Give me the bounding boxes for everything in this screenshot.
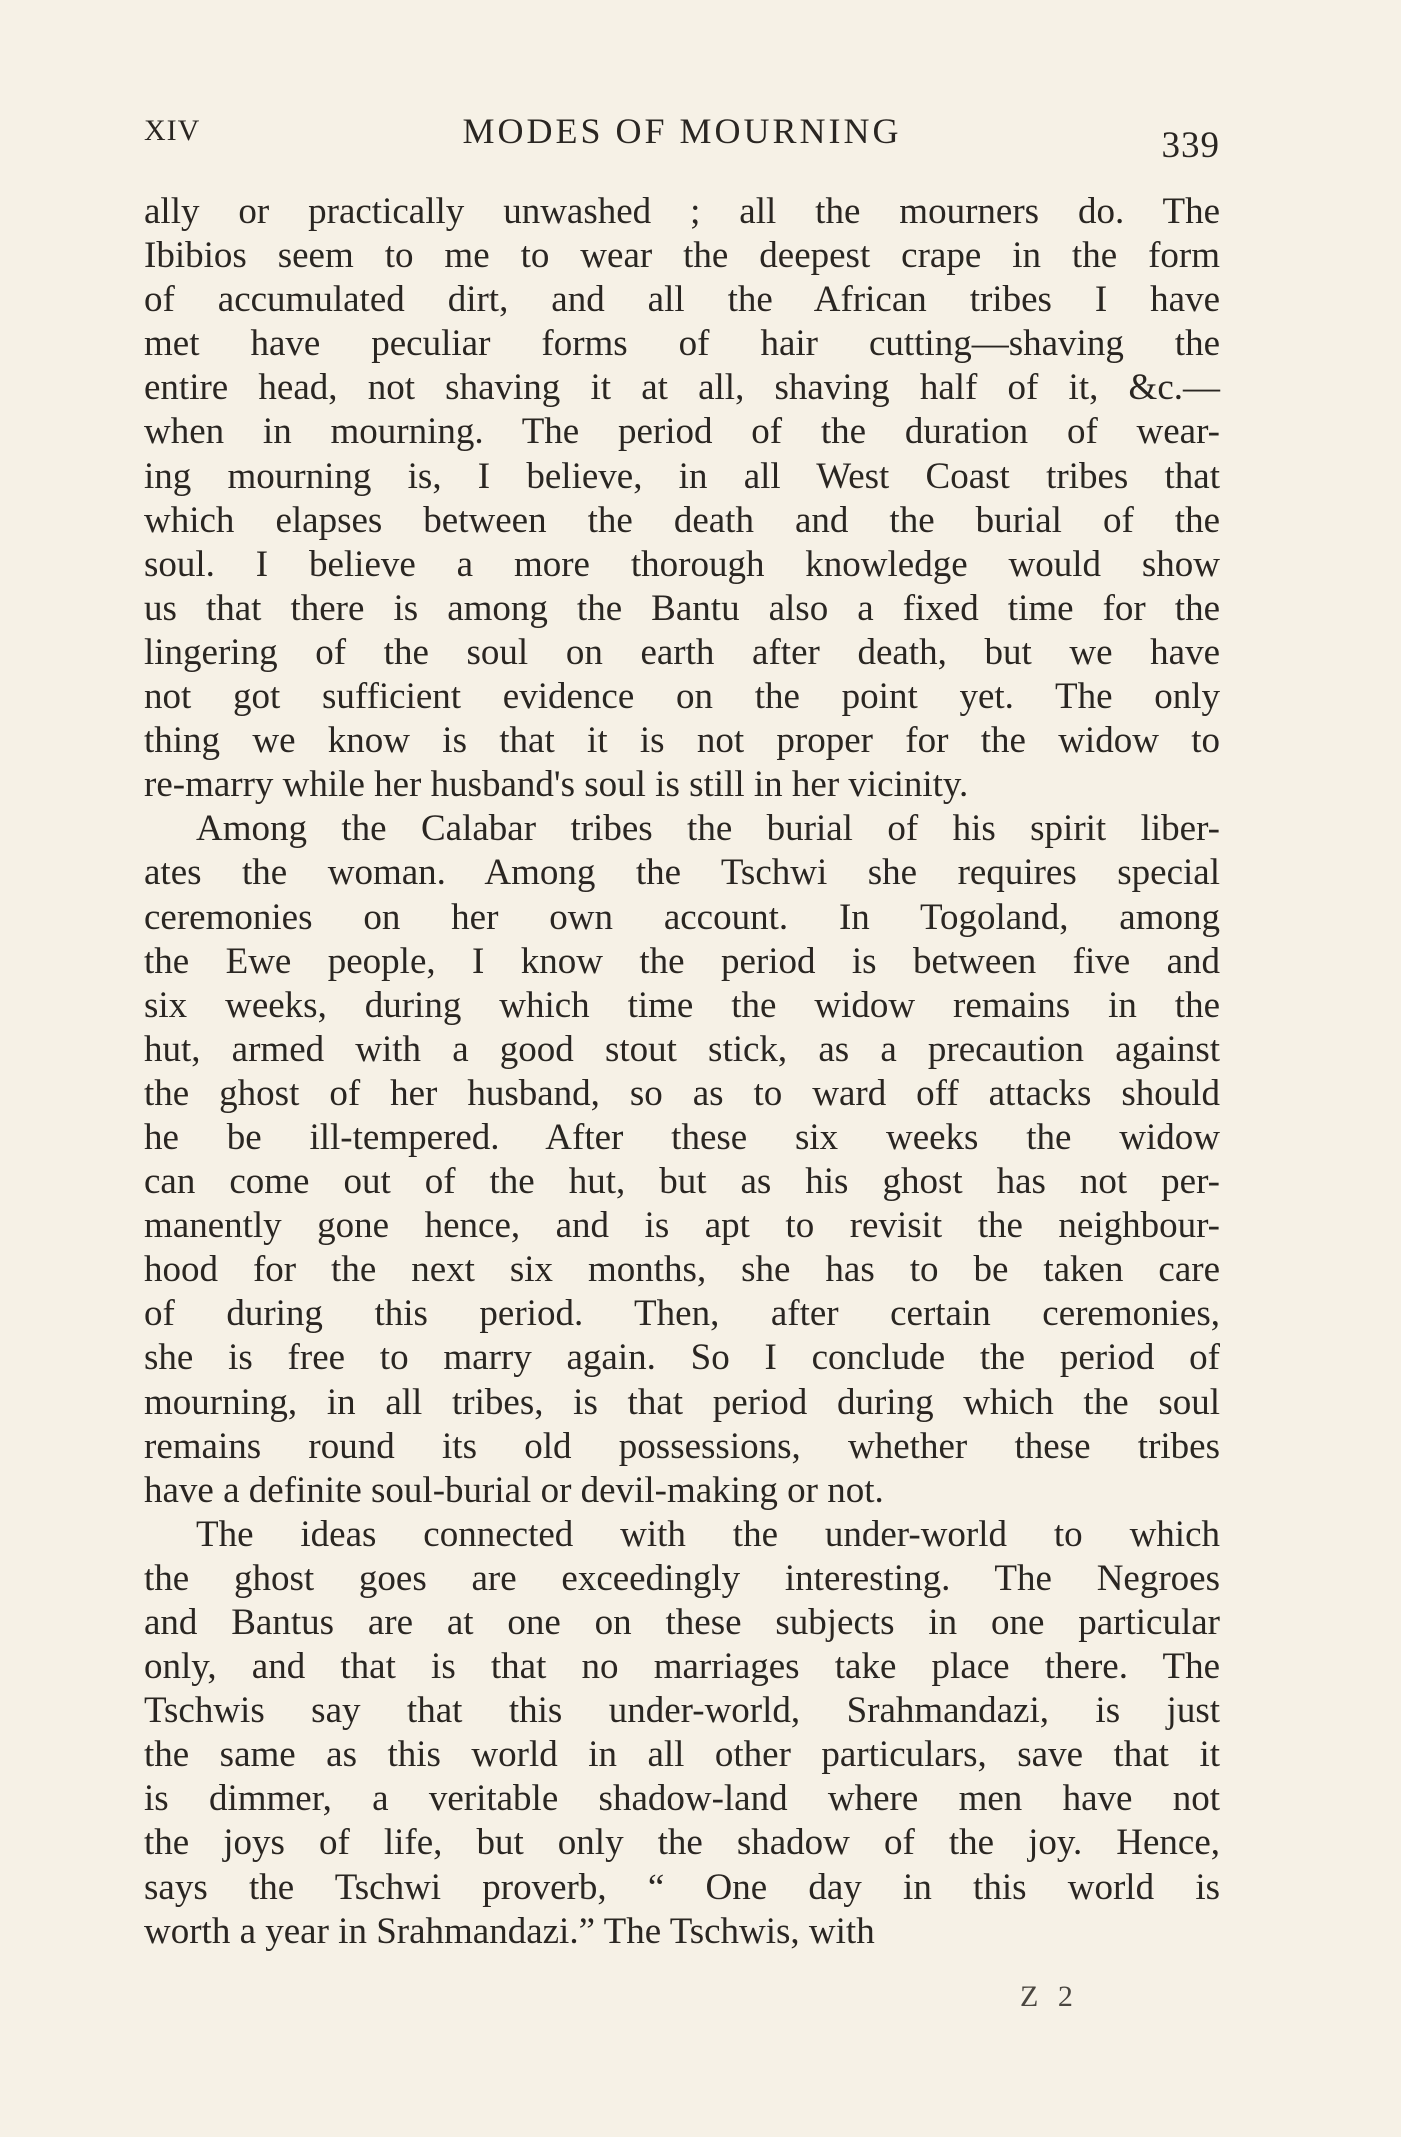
text-line: not got sufficient evidence on the point yet. The only: [144, 676, 1220, 718]
text-line: the ghost goes are exceedingly interesting. The Negroes: [144, 1557, 1220, 1599]
text-line: soul. I believe a more thorough knowledge would show: [144, 543, 1220, 585]
signature-mark: Z 2: [1020, 1980, 1079, 2013]
text-line: us that there is among the Bantu also a fixed time for the: [144, 587, 1220, 629]
text-line: thing we know is that it is not proper for the widow to: [144, 720, 1220, 762]
text-line: is dimmer, a veritable shadow-land where men have not: [144, 1778, 1220, 1820]
text-line: worth a year in Srahmandazi.” The Tschwis, with: [144, 1910, 875, 1952]
text-line: Ibibios seem to me to wear the deepest crape in the form: [144, 235, 1220, 277]
text-line: only, and that is that no marriages take place there. The: [144, 1646, 1220, 1688]
text-line: which elapses between the death and the burial of the: [144, 499, 1220, 541]
text-line: ates the woman. Among the Tschwi she requires special: [144, 852, 1220, 894]
page-number: 339: [1161, 125, 1220, 166]
text-line: can come out of the hut, but as his ghost has not per-: [144, 1161, 1220, 1203]
body-text: [144, 190, 1220, 1954]
text-line: says the Tschwi proverb, “ One day in this world is: [144, 1866, 1220, 1908]
text-line: six weeks, during which time the widow remains in the: [144, 984, 1220, 1026]
text-line: hood for the next six months, she has to be taken care: [144, 1249, 1220, 1291]
text-line: hut, armed with a good stout stick, as a precaution against: [144, 1028, 1220, 1070]
text-line: of accumulated dirt, and all the African tribes I have: [144, 279, 1220, 321]
chapter-number: XIV: [144, 114, 201, 147]
text-line: entire head, not shaving it at all, shaving half of it, &c.—: [144, 367, 1220, 409]
running-title: MODES OF MOURNING: [462, 111, 902, 151]
text-line: when in mourning. The period of the duration of wear-: [144, 411, 1220, 453]
text-line: mourning, in all tribes, is that period during which the soul: [144, 1381, 1220, 1423]
paragraph: [144, 807, 1220, 1513]
text-line: remains round its old possessions, whether these tribes: [144, 1425, 1220, 1467]
paragraph: [144, 190, 1220, 807]
text-line: Tschwis say that this under-world, Srahmandazi, is just: [144, 1690, 1220, 1732]
text-line: ally or practically unwashed ; all the mourners do. The: [144, 191, 1220, 232]
text-line: she is free to marry again. So I conclude the period of: [144, 1337, 1220, 1379]
text-line: and Bantus are at one on these subjects in one particular: [144, 1602, 1220, 1643]
text-line: the same as this world in all other particulars, save that it: [144, 1734, 1220, 1776]
text-line: The ideas connected with the under-world to which: [196, 1513, 1220, 1555]
text-line: ing mourning is, I believe, in all West Coast tribes that: [144, 455, 1220, 497]
text-line: ceremonies on her own account. In Togoland, among: [144, 896, 1220, 938]
text-line: the Ewe people, I know the period is between five and: [144, 940, 1220, 982]
text-line: have a definite soul-burial or devil-making or not.: [144, 1469, 884, 1511]
text-line: lingering of the soul on earth after death, but we have: [144, 631, 1220, 673]
text-line: he be ill-tempered. After these six weeks the widow: [144, 1116, 1220, 1158]
text-line: of during this period. Then, after certain ceremonies,: [144, 1293, 1220, 1335]
text-line: Among the Calabar tribes the burial of his spirit liber-: [196, 808, 1220, 850]
text-line: the joys of life, but only the shadow of the joy. Hence,: [144, 1822, 1220, 1864]
text-line: manently gone hence, and is apt to revisit the neighbour-: [144, 1205, 1220, 1247]
text-line: the ghost of her husband, so as to ward off attacks should: [144, 1072, 1220, 1114]
running-head: [144, 106, 1220, 166]
text-line: met have peculiar forms of hair cutting—shaving the: [144, 323, 1220, 365]
text-line: re-marry while her husband's soul is still in her vicinity.: [144, 764, 969, 806]
paragraph: [144, 1513, 1220, 1954]
